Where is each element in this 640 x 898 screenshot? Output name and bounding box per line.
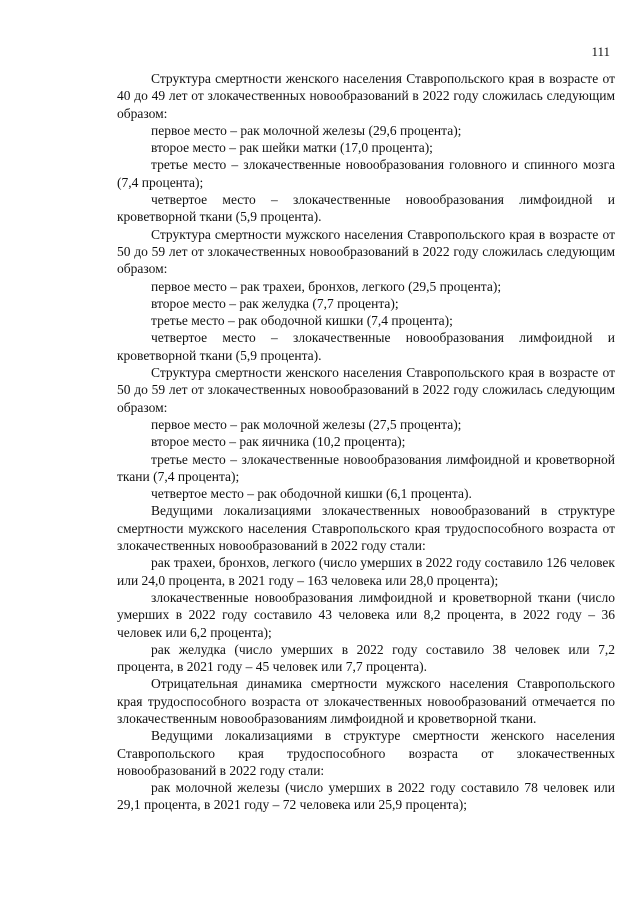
document-body — [117, 70, 615, 814]
list-item: четвертое место – злокачественные новообразования лимфоидной и кроветворной ткани (5,9 процента). — [117, 330, 615, 363]
list-item: первое место – рак трахеи, бронхов, легкого (29,5 процента); — [151, 278, 502, 294]
paragraph: Отрицательная динамика смертности мужского населения Ставропольского края трудоспособного возраста от злокачественных новообразований отмечается по злокачественным новообразованиям лимфоидной и кроветворной ткани. — [117, 676, 615, 726]
list-item: рак молочной железы (число умерших в 2022 году составило 78 человек или 29,1 процента, в 2021 году – 72 человека или 25,9 процента); — [117, 780, 615, 813]
paragraph: Ведущими локализациями в структуре смертности женского населения Ставропольского края трудоспособного возраста от злокачественных новообразований в 2022 году стали: — [117, 728, 615, 778]
list-item: первое место – рак молочной железы (27,5 процента); — [151, 416, 462, 432]
list-item: рак желудка (число умерших в 2022 году составило 38 человек или 7,2 процента, в 2021 году – 45 человек или 7,7 процента). — [117, 641, 615, 675]
list-item: второе место – рак шейки матки (17,0 процента); — [151, 140, 433, 156]
paragraph: Структура смертности женского населения Ставропольского края в возрасте от 40 до 49 лет от злокачественных новообразований в 2022 году сложилась следующим образом: — [117, 71, 615, 121]
list-item: третье место – злокачественные новообразования лимфоидной и кроветворной ткани (7,4 процента); — [117, 451, 615, 484]
paragraph: Структура смертности мужского населения Ставропольского края в возрасте от 50 до 59 лет от злокачественных новообразований в 2022 году сложилась следующим образом: — [117, 226, 615, 277]
list-item: первое место – рак молочной железы (29,6 процента); — [151, 122, 462, 138]
list-item: второе место – рак яичника (10,2 процента); — [151, 434, 406, 450]
list-item: злокачественные новообразования лимфоидной и кроветворной ткани (число умерших в 2022 году составило 43 человека или 8,2 процента, в 2022 году – 36 человек или 6,2 процента); — [117, 589, 615, 640]
list-item: третье место – злокачественные новообразования головного и спинного мозга (7,4 процента); — [117, 157, 615, 190]
paragraph: Структура смертности женского населения Ставропольского края в возрасте от 50 до 59 лет от злокачественных новообразований в 2022 году сложилась следующим образом: — [117, 365, 615, 415]
paragraph: Ведущими локализациями злокачественных новообразований в структуре смертности мужского населения Ставропольского края трудоспособного возраста от злокачественных новообразований в 2022 году стали: — [117, 503, 615, 554]
list-item: рак трахеи, бронхов, легкого (число умерших в 2022 году составило 126 человек или 24,0 процента, в 2021 году – 163 человека или 28,0 процента); — [117, 555, 615, 588]
list-item: третье место – рак ободочной кишки (7,4 процента); — [151, 313, 453, 329]
page-number: 111 — [591, 44, 610, 59]
list-item: четвертое место – злокачественные новообразования лимфоидной и кроветворной ткани (5,9 процента). — [117, 192, 615, 225]
list-item: четвертое место – рак ободочной кишки (6,1 процента). — [151, 486, 472, 502]
list-item: второе место – рак желудка (7,7 процента); — [151, 295, 399, 311]
